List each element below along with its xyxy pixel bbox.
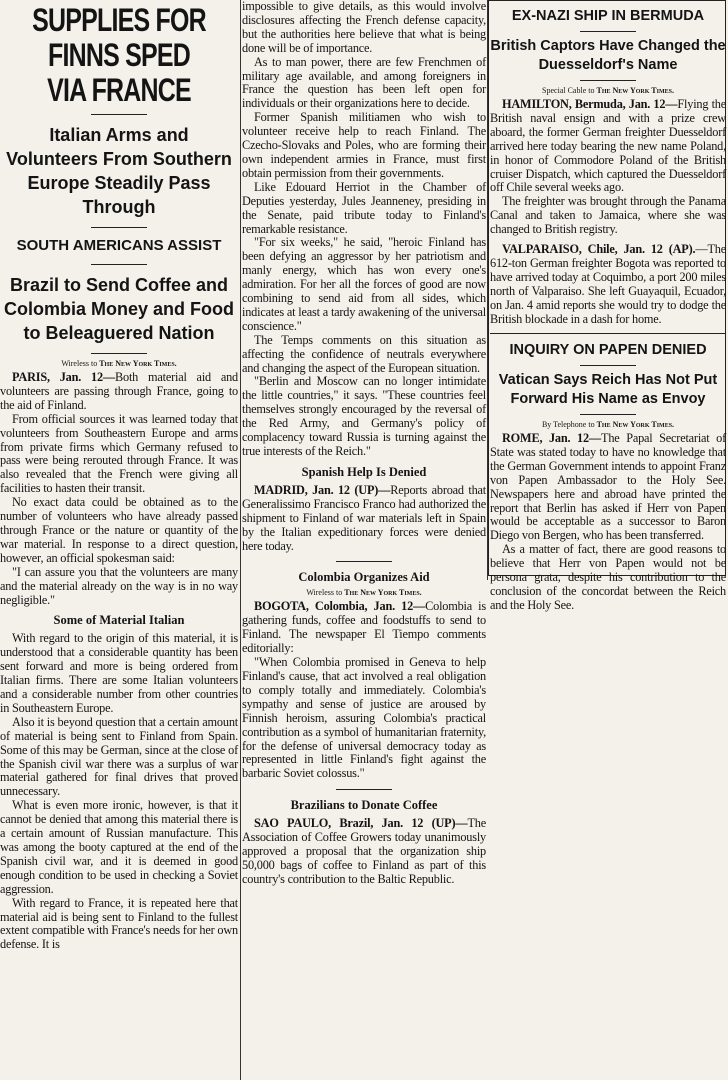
- divider: [490, 333, 726, 335]
- paragraph: As to man power, there are few Frenchmen of military age available, and among foreigners in France the question has been left open for individuals or their organizations here to decide.: [242, 54, 486, 111]
- column-2: [242, 0, 486, 1080]
- paragraph: What is even more ironic, however, is that it cannot be denied that among this material there is a certain amount of Russian manufacture. This was among the booty captured at the end of the Spanish civil war, and it is deemed in good enough condition to be used in checking a Soviet aggression.: [0, 798, 238, 896]
- paragraph: "I can assure you that the volunteers are many and the material already on the way is in no way negligible.": [0, 564, 238, 607]
- divider: [580, 80, 636, 81]
- dateline: BOGOTA, Colombia, Jan. 12—: [254, 599, 426, 614]
- wire-credit: Wireless to The New York Times.: [306, 588, 422, 598]
- subhead: Spanish Help Is Denied: [301, 464, 427, 479]
- deck-vatican: Vatican Says Reich Has Not Put Forward His Name as Envoy: [498, 372, 718, 407]
- deck-brazil-colombia: Brazil to Send Coffee and Colombia Money and Food to Beleaguered Nation: [4, 275, 234, 343]
- wire-credit: By Telephone to The New York Times.: [541, 420, 675, 429]
- paragraph: HAMILTON, Bermuda, Jan. 12—Flying the British naval ensign and with a prize crew aboard, the former German freighter Duesseldorf arrived here today bearing the new name Poland, in honor of Commodore Poland of the British cruiser Dispatch, which captured the Duesseldorf off Chile several weeks ago.: [490, 97, 726, 195]
- column-3: [490, 0, 727, 612]
- paragraph: With regard to France, it is repeated here that material aid is being sent to Finland to the fullest extent compatible with France's needs for her own defense. It is: [0, 895, 238, 952]
- wire-credit: Wireless to The New York Times.: [61, 359, 177, 368]
- headline-ex-nazi-ship: EX-NAZI SHIP IN BERMUDA: [511, 8, 705, 24]
- subhead: Brazilians to Donate Coffee: [290, 798, 438, 813]
- paragraph: The Temps comments on this situation as affecting the confidence of neutrals everywhere and changing the aspect of the European situation.: [242, 332, 486, 375]
- divider: [91, 114, 147, 115]
- paragraph: As a matter of fact, there are good reasons to believe that Herr von Papen would not be persona grata, despite his contribution to the conclusion of the concordat between the Reich and the Holy See.: [490, 542, 726, 612]
- paragraph: With regard to the origin of this material, it is understood that a considerable quantity has been sent forward and more is being ordered from Italian firms. There are some Italian volunteers and a considerable number from other countries in Southeastern Europe.: [0, 631, 238, 715]
- paragraph: ROME, Jan. 12—The Papal Secretariat of State was stated today to have no knowledge that the German Government intends to appoint Franz von Papen Ambassador to the Holy See. Newspapers here and abroad have printed the report that Berlin has asked if Herr von Papen would be acceptable as a successor to Baron Diego von Bergen, who has been transferred.: [490, 431, 727, 543]
- paragraph: The freighter was brought through the Panama Canal and taken to Jamaica, where she was changed to British registry.: [490, 194, 726, 237]
- deck-british-captors: British Captors Have Changed the Duesseldorf's Name: [490, 38, 726, 73]
- dateline: PARIS, Jan. 12—: [12, 370, 116, 384]
- dateline: ROME, Jan. 12—: [502, 431, 602, 445]
- paragraph: Like Edouard Herriot in the Chamber of Deputies yesterday, Jules Jeanneney, presiding in the Senate, paid tribute today to Finland's remarkable resistance.: [242, 179, 486, 236]
- divider: [336, 561, 392, 562]
- paragraph: From official sources it was learned today that volunteers from Southeastern Europe and arms from private firms which Germany refused to pass were being rerouted through France. It was also revealed that the French were giving all facilities to hasten their transit.: [0, 411, 238, 496]
- divider: [580, 365, 636, 366]
- paragraph: impossible to give details, as this would involve disclosures affecting the French defense capacity, but the authorities here believe that what is being done will be of importance.: [242, 0, 486, 55]
- deck-italian-arms: Italian Arms and Volunteers From Southern Europe Steadily Pass Through: [6, 125, 232, 217]
- wire-credit: Special Cable to The New York Times.: [542, 86, 674, 95]
- dateline: VALPARAISO, Chile, Jan. 12 (AP).: [502, 242, 696, 257]
- paragraph: VALPARAISO, Chile, Jan. 12 (AP).—The 612-ton German freighter Bogota was reported to have arrived today at Coquimbo, a port 200 miles north of Valparaiso. She left Guayaquil, Ecuador, on Jan. 4 amid reports she would try to dodge the British blockade in a dash for home.: [490, 242, 726, 326]
- dateline: HAMILTON, Bermuda, Jan. 12—: [502, 97, 678, 111]
- paragraph: MADRID, Jan. 12 (UP)—Reports abroad that Generalissimo Francisco Franco had authorized the shipment to Finland of war materials left in Spain by the Italian expeditionary forces were denied here today.: [242, 482, 487, 553]
- divider: [91, 227, 147, 228]
- main-headline: SUPPLIES FOR FINNS SPED VIA FRANCE: [32, 2, 206, 108]
- paragraph: Also it is beyond question that a certain amount of material is being sent to Finland from Spain. Some of this may be German, since at the close of the Spanish civil war there was a surplus of war material gathered for final drives that proved unnecessary.: [0, 714, 238, 799]
- divider: [336, 789, 392, 790]
- dateline: MADRID, Jan. 12 (UP)—: [254, 482, 391, 497]
- paragraph: "When Colombia promised in Geneva to help Finland's cause, that act involved a real obligation to comply totally and immediately. Colombia's sympathy and sense of justice are aroused by Finnish heroism, assuring Colombia's practical contribution as a symbol of humanitarian fraternity, for the defense of universal democracy today as represented in little Finland's fight against the barbaric Soviet colossus.": [242, 655, 486, 781]
- paragraph: "For six weeks," he said, "heroic Finland has been defying an aggressor by her patriotism and manly energy, which has won every one's admiration. For her all the forces of good are now combining to send aid from all sides, which indicates at least a tardy awakening of the universal conscience.": [242, 235, 486, 333]
- divider: [91, 264, 147, 265]
- divider: [580, 31, 636, 32]
- dateline: SAO PAULO, Brazil, Jan. 12 (UP)—: [254, 816, 468, 831]
- paragraph: BOGOTA, Colombia, Jan. 12—Colombia is gathering funds, coffee and foodstuffs to send to Finland. The newspaper El Tiempo comments editorially:: [242, 599, 486, 656]
- paragraph: PARIS, Jan. 12—Both material aid and volunteers are passing through France, going to the aid of Finland.: [0, 370, 239, 412]
- paragraph: SAO PAULO, Brazil, Jan. 12 (UP)—The Association of Coffee Growers today unanimously approved a proposal that the organization ship 50,000 bags of coffee to Finland as part of this country's contribution to the Baltic Republic.: [242, 816, 486, 886]
- paragraph: "Berlin and Moscow can no longer intimidate the little countries," it says. "These countries feel themselves strongly encouraged by the reversal of the Red Army, and Germany's policy of complacency toward Russia is turning against the true interests of the Reich.": [242, 374, 486, 458]
- column-1: [0, 0, 238, 1080]
- subhead: Colombia Organizes Aid: [298, 570, 430, 585]
- divider: [580, 414, 636, 415]
- subhead: Some of Material Italian: [53, 613, 185, 628]
- headline-papen: INQUIRY ON PAPEN DENIED: [509, 342, 707, 358]
- paragraph: Former Spanish militiamen who wish to volunteer receive help to reach Finland. The Czecho-Slovaks and Poles, who are forming their own independent armies in France, must first obtain permission from their governments.: [242, 110, 486, 180]
- column-rule-left: [240, 0, 241, 1080]
- paragraph: No exact data could be obtained as to the number of volunteers who have already passed through France or the nature or quantity of the war material. In response to a direct question, however, an official spokesman said:: [0, 495, 238, 565]
- divider: [91, 353, 147, 354]
- deck-south-americans: SOUTH AMERICANS ASSIST: [16, 237, 222, 254]
